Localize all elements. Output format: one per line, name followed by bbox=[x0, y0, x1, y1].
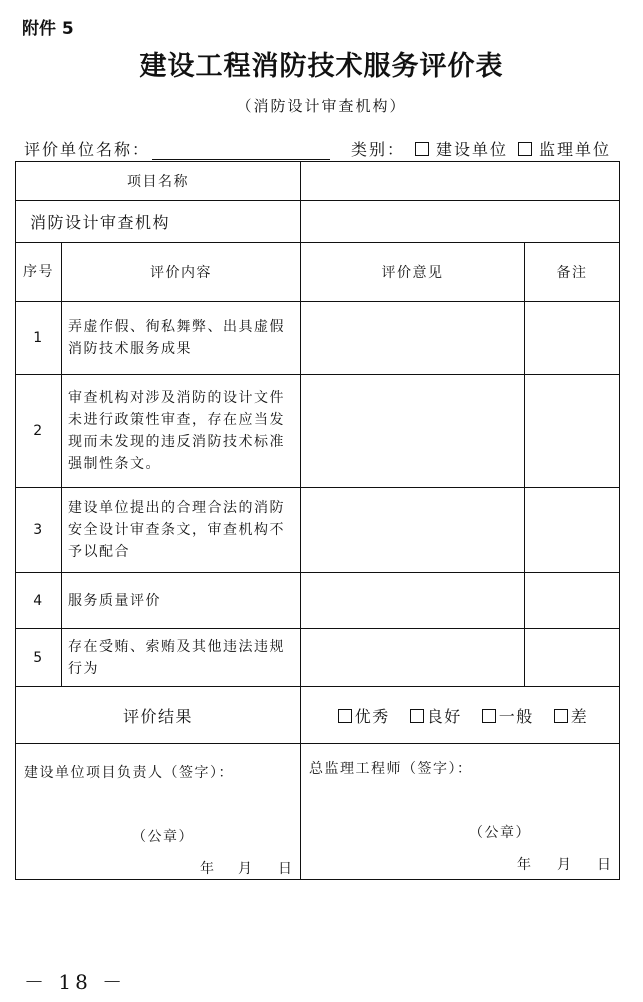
row-remark-field[interactable] bbox=[525, 629, 620, 687]
project-name-field[interactable] bbox=[301, 162, 620, 201]
signature-row bbox=[16, 744, 620, 880]
page-subtitle: （消防设计审查机构） bbox=[236, 97, 407, 115]
row-content: 建设单位提出的合理合法的消防安全设计审查条文，审查机构不予以配合 bbox=[62, 488, 301, 573]
project-name-row bbox=[16, 162, 620, 201]
evaluator-unit-field[interactable] bbox=[152, 145, 330, 160]
signature-right-cell[interactable] bbox=[301, 744, 620, 880]
row-opinion-field[interactable] bbox=[301, 629, 525, 687]
date-right-year: 年 bbox=[517, 857, 531, 873]
result-row bbox=[16, 687, 620, 744]
column-header-remark: 备注 bbox=[525, 243, 620, 302]
row-content: 服务质量评价 bbox=[62, 573, 301, 629]
row-content: 审查机构对涉及消防的设计文件未进行政策性审查，存在应当发现而未发现的违反消防技术标准强制性条文。 bbox=[62, 375, 301, 488]
result-label: 评价结果 bbox=[16, 687, 301, 744]
table-row bbox=[16, 375, 620, 488]
table-row bbox=[16, 488, 620, 573]
seal-left: （公章） bbox=[132, 829, 194, 845]
evaluation-table bbox=[15, 161, 620, 880]
agency-field[interactable] bbox=[301, 201, 620, 243]
column-header-content: 评价内容 bbox=[62, 243, 301, 302]
table-row bbox=[16, 629, 620, 687]
row-remark-field[interactable] bbox=[525, 573, 620, 629]
evaluator-unit-row bbox=[24, 137, 330, 160]
result-option-poor: 差 bbox=[570, 706, 589, 726]
date-left-day: 日 bbox=[278, 861, 292, 877]
agency-label: 消防设计审查机构 bbox=[16, 201, 301, 243]
evaluator-unit-label: 评价单位名称： bbox=[24, 140, 151, 159]
date-right-day: 日 bbox=[597, 857, 611, 873]
result-options bbox=[301, 687, 620, 744]
result-option-good: 良好 bbox=[426, 706, 462, 726]
row-number: 3 bbox=[16, 488, 62, 573]
seal-right: （公章） bbox=[469, 825, 531, 841]
checkbox-good[interactable] bbox=[410, 709, 424, 723]
row-number: 5 bbox=[16, 629, 62, 687]
page-number: － 18 － bbox=[24, 970, 127, 994]
row-number: 2 bbox=[16, 375, 62, 488]
row-remark-field[interactable] bbox=[525, 488, 620, 573]
checkbox-poor[interactable] bbox=[554, 709, 568, 723]
row-opinion-field[interactable] bbox=[301, 488, 525, 573]
row-opinion-field[interactable] bbox=[301, 573, 525, 629]
checkbox-excellent[interactable] bbox=[338, 709, 352, 723]
attachment-label: 附件 5 bbox=[22, 19, 74, 39]
column-header-opinion: 评价意见 bbox=[301, 243, 525, 302]
category-label: 类别： bbox=[350, 140, 405, 159]
checkbox-supervision-unit[interactable] bbox=[518, 142, 532, 156]
row-content: 弄虚作假、徇私舞弊、出具虚假消防技术服务成果 bbox=[62, 302, 301, 375]
category-option-supervision: 监理单位 bbox=[538, 140, 611, 159]
column-header-row bbox=[16, 243, 620, 302]
checkbox-construction-unit[interactable] bbox=[415, 142, 429, 156]
row-number: 1 bbox=[16, 302, 62, 375]
date-left-year: 年 bbox=[200, 861, 214, 877]
row-opinion-field[interactable] bbox=[301, 302, 525, 375]
agency-row bbox=[16, 201, 620, 243]
table-row bbox=[16, 573, 620, 629]
signature-left-cell[interactable] bbox=[16, 744, 301, 880]
page-title: 建设工程消防技术服务评价表 bbox=[139, 51, 504, 82]
column-header-no: 序号 bbox=[16, 243, 62, 302]
category-option-construction: 建设单位 bbox=[435, 140, 508, 159]
result-option-average: 一般 bbox=[498, 706, 534, 726]
sign-right-label: 总监理工程师（签字）： bbox=[309, 761, 473, 777]
table-row bbox=[16, 302, 620, 375]
category-row bbox=[351, 137, 611, 160]
date-right-month: 月 bbox=[557, 857, 571, 873]
row-remark-field[interactable] bbox=[525, 375, 620, 488]
row-opinion-field[interactable] bbox=[301, 375, 525, 488]
row-remark-field[interactable] bbox=[525, 302, 620, 375]
row-content: 存在受贿、索贿及其他违法违规行为 bbox=[62, 629, 301, 687]
checkbox-average[interactable] bbox=[482, 709, 496, 723]
sign-left-label: 建设单位项目负责人（签字）： bbox=[24, 765, 234, 781]
row-number: 4 bbox=[16, 573, 62, 629]
project-name-label: 项目名称 bbox=[16, 162, 301, 201]
date-left-month: 月 bbox=[238, 861, 252, 877]
result-option-excellent: 优秀 bbox=[354, 706, 390, 726]
